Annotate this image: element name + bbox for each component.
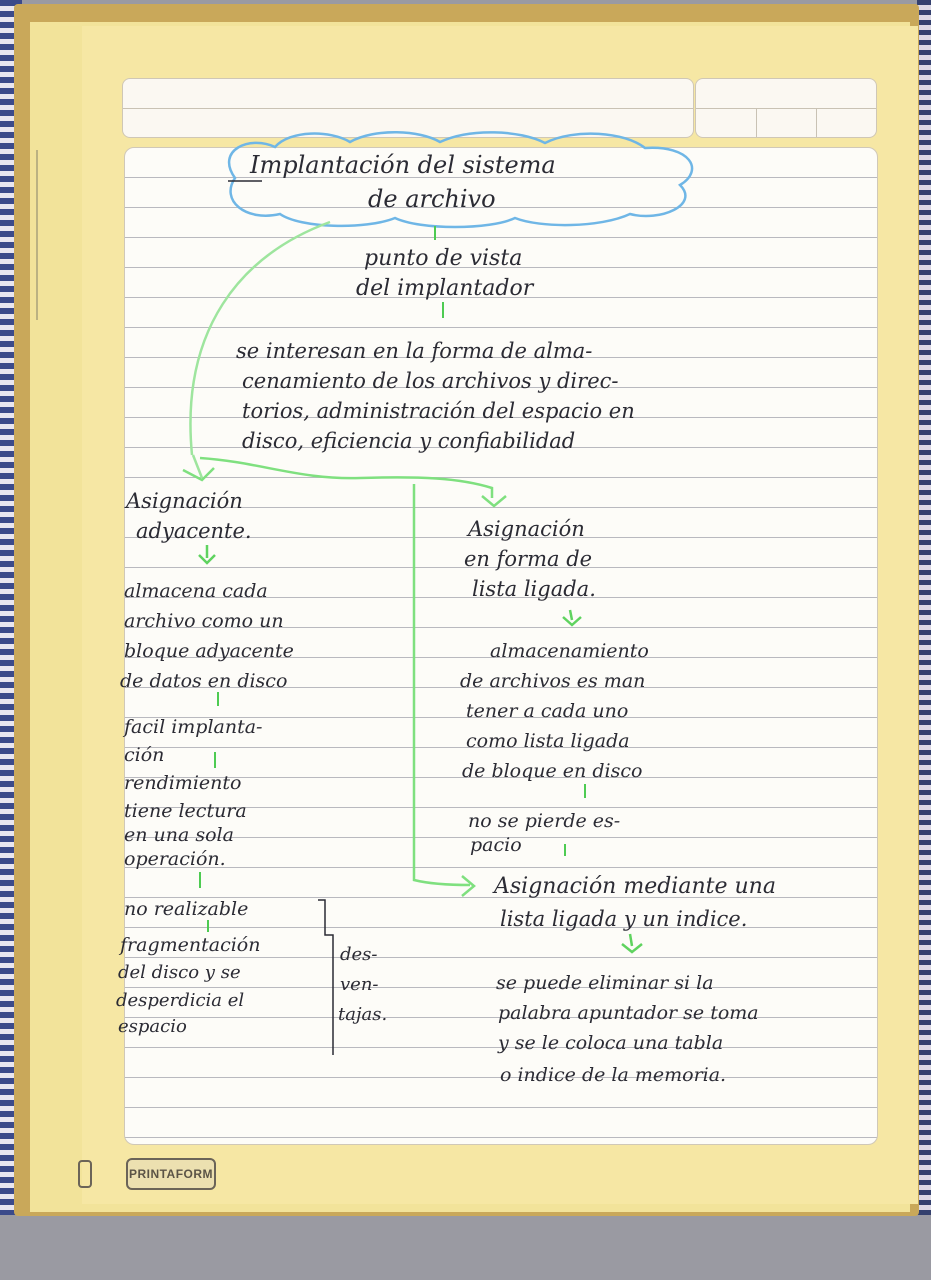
subtitle-line-2: del implantador (356, 276, 534, 301)
right-desc-2: palabra apuntador se toma (498, 1002, 759, 1024)
left-cons-2: fragmentación (120, 934, 261, 956)
middle-desc-2: de archivos es man (460, 670, 646, 692)
left-cons-4: desperdicia el (116, 990, 245, 1011)
left-desc-1: almacena cada (124, 580, 268, 602)
previous-page-edge (36, 150, 82, 320)
left-desc-2: archivo como un (124, 610, 284, 632)
title-line-1: Implantación del sistema (250, 151, 556, 179)
left-cons-5: espacio (118, 1016, 187, 1037)
left-desc-3: bloque adyacente (124, 640, 294, 662)
middle-point-1: no se pierde es- (468, 810, 621, 832)
intro-line-1: se interesan en la forma de alma- (236, 339, 593, 363)
left-adv2-2: tiene lectura (124, 800, 247, 822)
left-heading-1: Asignación (126, 489, 243, 513)
left-cons-3: del disco y se (118, 962, 241, 983)
header-box-title (122, 78, 694, 138)
middle-heading-3: lista ligada. (472, 577, 596, 601)
left-adv2-4: operación. (124, 848, 226, 870)
middle-desc-1: almacenamiento (490, 640, 649, 662)
left-heading-2: adyacente. (136, 519, 252, 543)
header-box-date (695, 78, 877, 138)
subtitle-line-1: punto de vista (364, 246, 523, 271)
notebook-edge (917, 0, 931, 1215)
left-adv1-1: facil implanta- (124, 716, 263, 738)
left-cons-1: no realizable (124, 898, 249, 920)
logo-frame-left (78, 1160, 92, 1188)
left-desc-4: de datos en disco (120, 670, 288, 692)
middle-desc-3: tener a cada uno (466, 700, 629, 722)
cons-label-3: tajas. (338, 1004, 388, 1025)
left-adv1-2: ción (124, 744, 165, 766)
middle-point-2: pacio (470, 834, 522, 856)
cons-label-2: ven- (340, 974, 379, 995)
cons-label-1: des- (340, 944, 378, 965)
title-line-2: de archivo (368, 185, 496, 213)
middle-heading-2: en forma de (464, 547, 593, 571)
middle-desc-4: como lista ligada (466, 730, 630, 752)
left-adv2-1: rendimiento (124, 772, 242, 794)
intro-line-3: torios, administración del espacio en (242, 399, 635, 423)
left-adv2-3: en una sola (124, 824, 234, 846)
intro-line-4: disco, eficiencia y confiabilidad (242, 429, 576, 453)
right-heading-2: lista ligada y un indice. (500, 907, 748, 931)
middle-desc-5: de bloque en disco (462, 760, 643, 782)
middle-heading-1: Asignación (468, 517, 585, 541)
printaform-logo: PRINTAFORM (126, 1158, 216, 1190)
intro-line-2: cenamiento de los archivos y direc- (242, 369, 619, 393)
right-desc-1: se puede eliminar si la (496, 972, 714, 994)
right-heading-1: Asignación mediante una (494, 874, 776, 899)
right-desc-3: y se le coloca una tabla (498, 1032, 724, 1054)
right-desc-4: o indice de la memoria. (500, 1064, 727, 1086)
